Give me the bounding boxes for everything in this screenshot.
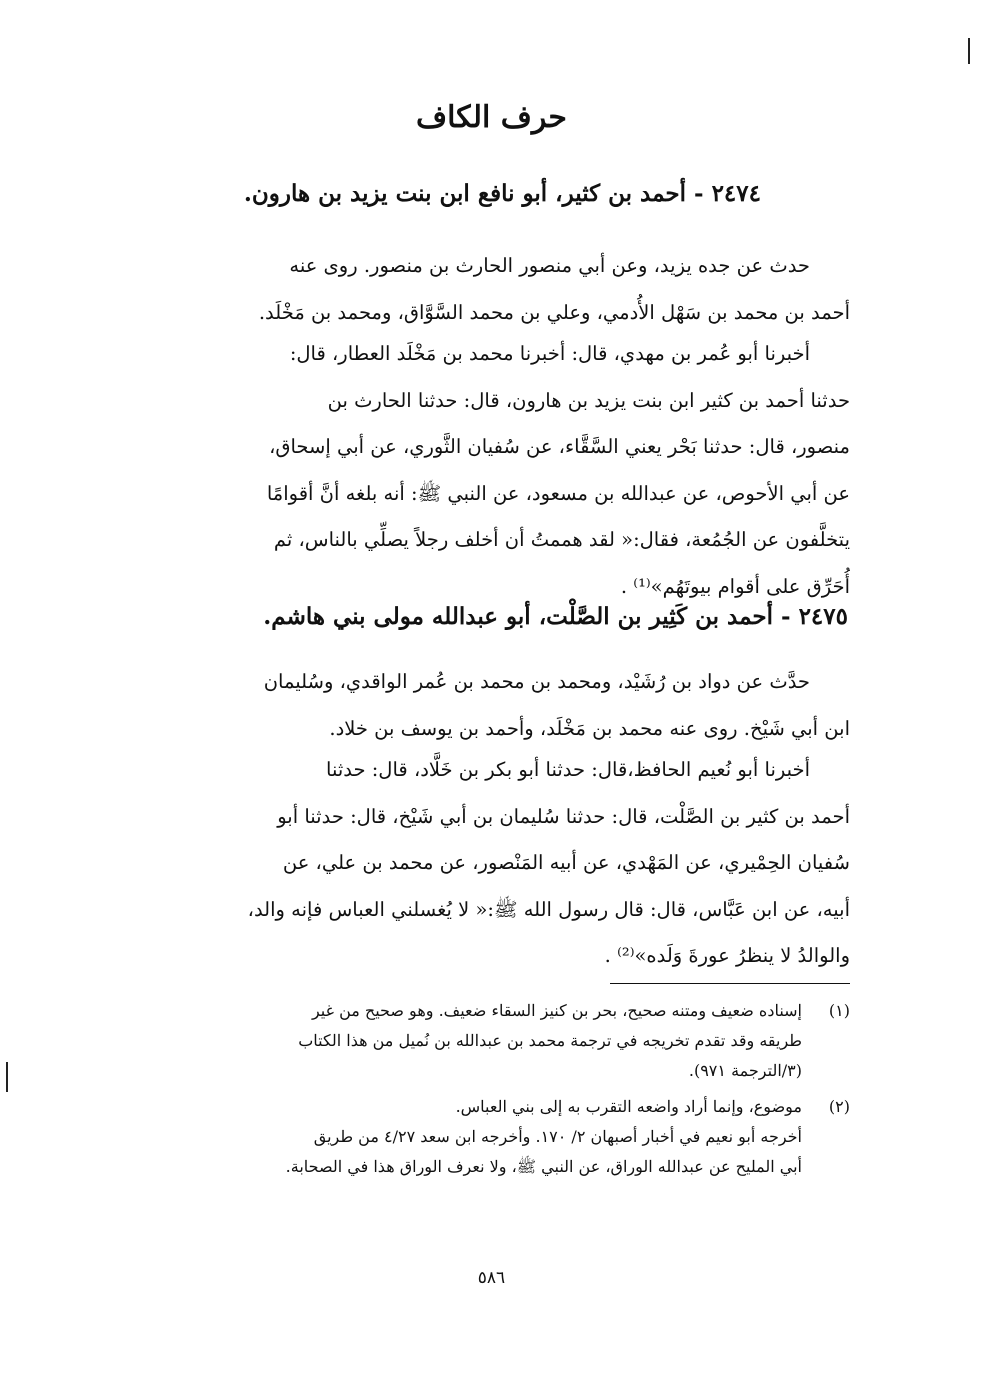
footnote-line: أخرجه أبو نعيم في أخبار أصبهان ٢/ ١٧٠. وأخرجه ابن سعد ٤/٢٧ من طريق	[313, 1127, 802, 1146]
text-line: حدَّث عن دواد بن رُشَيْد، ومحمد بن محمد بن عُمر الواقدي، وسُليمان	[263, 670, 810, 693]
text-line: عن أبي الأحوص، عن عبدالله بن مسعود، عن النبي ﷺ: أنه بلغه أنَّ أقوامًا	[266, 481, 850, 505]
text-line: أحمد بن محمد بن سَهْل الأُدمي، وعلي بن محمد السَّوَّاق، ومحمد بن مَخْلَد.	[258, 300, 850, 324]
footnote-1	[130, 996, 850, 1086]
footnote-2	[130, 1092, 850, 1122]
text-line: أخبرنا أبو نُعيم الحافظ،قال: حدثنا أبو بكر بن خَلَّاد، قال: حدثنا	[326, 758, 810, 781]
entry-heading-2475: ٢٤٧٥ - أحمد بن كَثِير بن الصَّلْت، أبو عبدالله مولى بني هاشم.	[263, 603, 848, 630]
footnote-line: موضوع، وإنما أراد واضعه التقرب به إلى بني العباس.	[455, 1097, 802, 1116]
text-line: أخبرنا أبو عُمر بن مهدي، قال: أخبرنا محمد بن مَخْلَد العطار، قال:	[289, 342, 810, 365]
text-line: أبيه، عن ابن عَبَّاس، قال: قال رسول الله ﷺ:« لا يُغسلني العباس فإنه والد،	[247, 897, 850, 921]
text-line: ابن أبي شَيْخ. روى عنه محمد بن مَخْلَد، وأحمد بن يوسف بن خلاد.	[329, 716, 850, 740]
text-line: منصور، قال: حدثنا بَحْر يعني السَّقَّاء، عن سُفيان الثَّوري، عن أبي إسحاق،	[269, 435, 850, 458]
entry-2475-bio	[130, 659, 850, 752]
footnote-line: طريقه وقد تقدم تخريجه في ترجمة محمد بن عبدالله بن نُميل من هذا الكتاب	[298, 1031, 802, 1050]
footnote-line: أبي المليح عن عبدالله الوراق، عن النبي ﷺ، ولا نعرف الوراق هذا في الصحابة.	[285, 1157, 802, 1176]
text-line: حدث عن جده يزيد، وعن أبي منصور الحارث بن منصور. روى عنه	[289, 254, 810, 277]
text-line: سُفيان الحِمْيري، عن المَهْدي، عن أبيه المَنْصور، عن محمد بن علي، عن	[282, 851, 850, 874]
scan-edge-mark-left	[6, 1062, 8, 1092]
scan-edge-mark-top	[968, 38, 970, 64]
footnote-2-continuation	[130, 1122, 850, 1182]
footnote-line: إسناده ضعيف ومتنه صحيح، بحر بن كنيز السقاء ضعيف. وهو صحيح من غير	[311, 1001, 802, 1020]
text-line: يتخلَّفون عن الجُمُعة، فقال:« لقد هممتُ أن أخلف رجلاً يصلِّي بالناس، ثم	[273, 528, 850, 551]
entry-2474-hadith	[130, 331, 850, 610]
footnote-number: (٢)	[828, 1097, 850, 1116]
footnote-number: (١)	[828, 1001, 850, 1020]
entry-2475-hadith	[130, 747, 850, 980]
text-line: حدثنا أحمد بن كثير ابن بنت يزيد بن هارون، قال: حدثنا الحارث بن	[327, 388, 850, 412]
text-line: أُحَرِّق على أقوام بيوتَهُم»⁽¹⁾ .	[620, 574, 850, 598]
footnotes	[130, 996, 850, 1182]
text-line: والوالدُ لا ينظرُ عورةَ وَلَده»⁽²⁾ .	[604, 944, 850, 967]
entry-2474-bio	[130, 243, 850, 336]
text-line: أحمد بن كثير بن الصَّلْت، قال: حدثنا سُليمان بن أبي شَيْخ، قال: حدثنا أبو	[277, 804, 850, 828]
chapter-title: حرف الكاف	[416, 100, 567, 135]
footnote-separator	[610, 983, 850, 984]
page-number: ٥٨٦	[477, 1268, 506, 1288]
footnote-line: (٣/الترجمة ٩٧١).	[688, 1061, 802, 1080]
entry-heading-2474: ٢٤٧٤ - أحمد بن كثير، أبو نافع ابن بنت يزيد بن هارون.	[243, 180, 761, 207]
